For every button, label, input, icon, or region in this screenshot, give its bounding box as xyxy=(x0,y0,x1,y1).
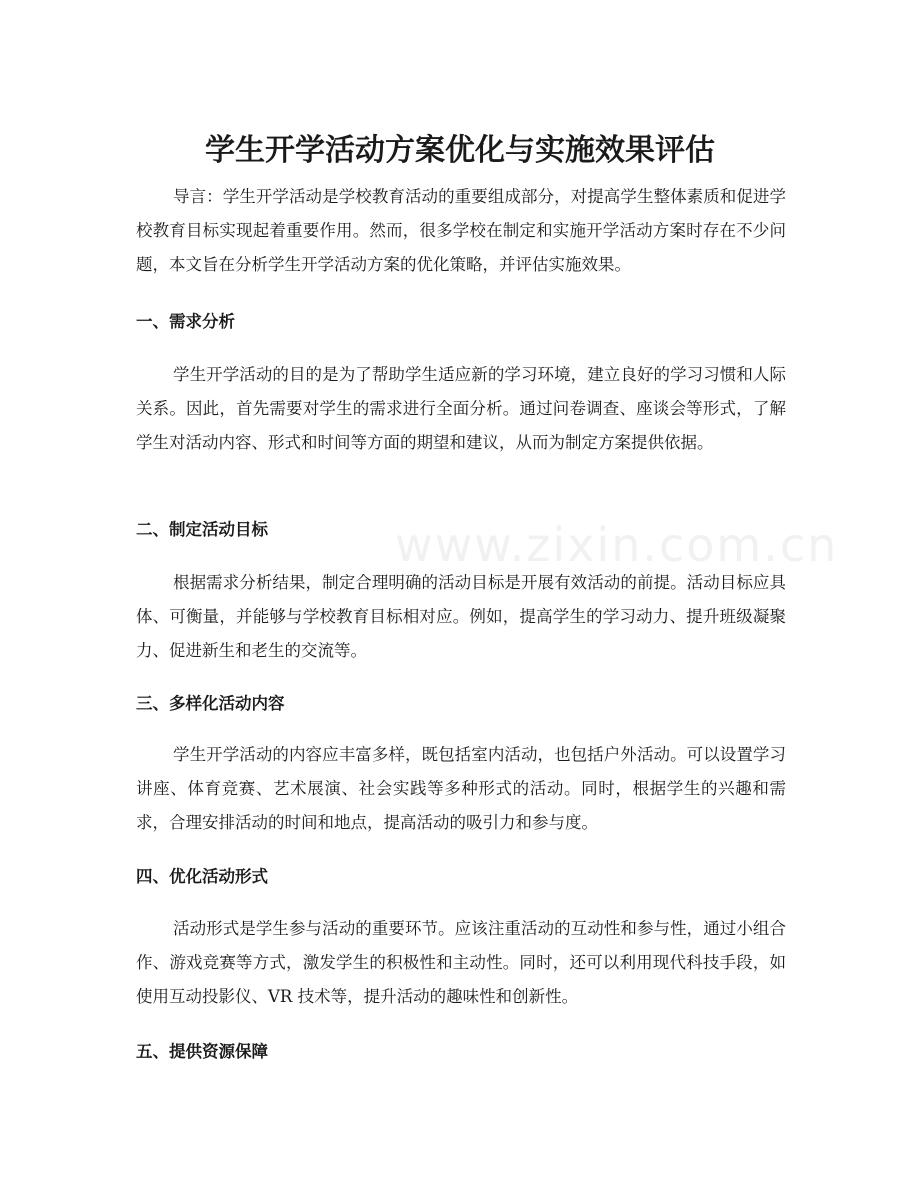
watermark: www.zixin.com.cn xyxy=(395,518,839,572)
document-title: 学生开学活动方案优化与实施效果评估 xyxy=(205,133,715,169)
section-heading-5: 五、提供资源保障 xyxy=(136,1042,268,1061)
section-body-4: 活动形式是学生参与活动的重要环节。应该注重活动的互动性和参与性，通过小组合作、游戏竞赛等方式，激发学生的积极性和主动性。同时，还可以利用现代科技手段，如使用互动投影仪、VR 技术等，提升活动的趣味性和创新性。 xyxy=(136,919,786,1006)
section-heading-4: 四、优化活动形式 xyxy=(136,867,268,886)
section-heading-1: 一、需求分析 xyxy=(136,312,235,331)
section-heading-2: 二、制定活动目标 xyxy=(136,520,268,539)
section-heading-3: 三、多样化活动内容 xyxy=(136,694,285,713)
section-body-3: 学生开学活动的内容应丰富多样，既包括室内活动，也包括户外活动。可以设置学习讲座、体育竞赛、艺术展演、社会实践等多种形式的活动。同时，根据学生的兴趣和需求，合理安排活动的时间和地点，提高活动的吸引力和参与度。 xyxy=(136,745,786,832)
section-body-2: 根据需求分析结果，制定合理明确的活动目标是开展有效活动的前提。活动目标应具体、可衡量，并能够与学校教育目标相对应。例如，提高学生的学习动力、提升班级凝聚力、促进新生和老生的交流等。 xyxy=(136,573,786,660)
section-body-1: 学生开学活动的目的是为了帮助学生适应新的学习环境，建立良好的学习习惯和人际关系。因此，首先需要对学生的需求进行全面分析。通过问卷调查、座谈会等形式，了解学生对活动内容、形式和时间等方面的期望和建议，从而为制定方案提供依据。 xyxy=(136,365,786,452)
intro-paragraph: 导言：学生开学活动是学校教育活动的重要组成部分，对提高学生整体素质和促进学校教育目标实现起着重要作用。然而，很多学校在制定和实施开学活动方案时存在不少问题，本文旨在分析学生开学活动方案的优化策略，并评估实施效果。 xyxy=(136,187,786,274)
